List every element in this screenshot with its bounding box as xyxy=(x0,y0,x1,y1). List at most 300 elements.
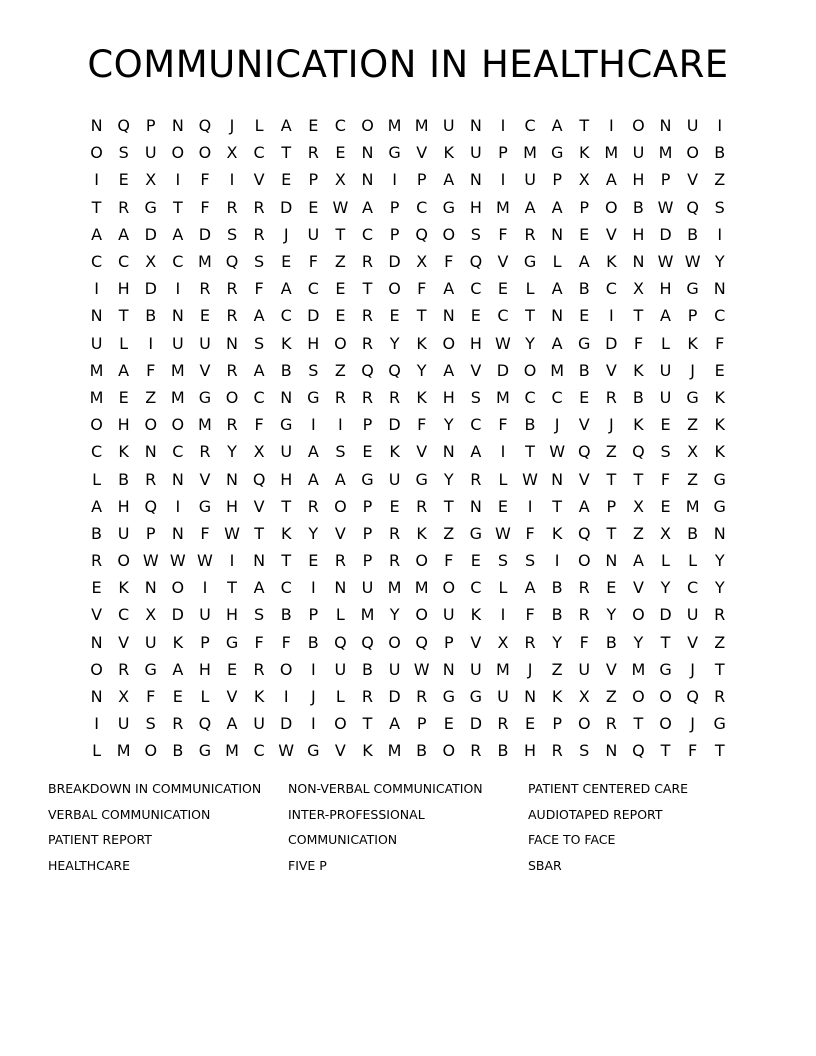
grid-letter[interactable]: N xyxy=(361,170,374,190)
grid-letter[interactable]: P xyxy=(687,306,698,326)
grid-letter[interactable]: X xyxy=(253,442,265,462)
grid-letter[interactable]: R xyxy=(578,605,590,625)
grid-letter[interactable]: Y xyxy=(525,333,535,353)
grid-letter[interactable]: N xyxy=(171,523,184,543)
grid-letter[interactable]: O xyxy=(659,687,672,707)
grid-letter[interactable]: O xyxy=(523,360,537,380)
grid-letter[interactable]: A xyxy=(389,714,401,734)
grid-letter[interactable]: X xyxy=(632,279,644,299)
grid-letter[interactable]: W xyxy=(657,197,674,217)
grid-letter[interactable]: V xyxy=(497,252,509,272)
grid-letter[interactable]: I xyxy=(500,442,506,462)
grid-letter[interactable]: C xyxy=(253,741,265,761)
grid-letter[interactable]: U xyxy=(659,360,672,380)
grid-letter[interactable]: B xyxy=(361,659,373,679)
grid-letter[interactable]: V xyxy=(578,469,590,489)
grid-letter[interactable]: O xyxy=(90,143,103,163)
grid-letter[interactable]: U xyxy=(144,632,157,652)
grid-letter[interactable]: K xyxy=(253,687,265,707)
grid-letter[interactable]: G xyxy=(523,252,537,272)
grid-letter[interactable]: K xyxy=(416,333,427,353)
grid-letter[interactable]: A xyxy=(362,197,373,217)
grid-letter[interactable]: E xyxy=(443,714,454,734)
grid-letter[interactable]: C xyxy=(524,387,536,407)
grid-letter[interactable]: I xyxy=(310,714,316,734)
grid-letter[interactable]: P xyxy=(552,714,562,734)
grid-letter[interactable]: T xyxy=(416,306,427,326)
grid-letter[interactable]: B xyxy=(145,306,157,326)
grid-letter[interactable]: U xyxy=(307,224,320,244)
grid-letter[interactable]: B xyxy=(118,469,130,489)
grid-letter[interactable]: G xyxy=(659,659,672,679)
grid-letter[interactable]: U xyxy=(117,523,130,543)
grid-letter[interactable]: X xyxy=(497,632,509,652)
grid-letter[interactable]: I xyxy=(310,415,316,435)
grid-letter[interactable]: A xyxy=(551,279,563,299)
grid-letter[interactable]: A xyxy=(118,360,130,380)
grid-letter[interactable]: Z xyxy=(605,687,617,707)
grid-letter[interactable]: P xyxy=(416,170,427,190)
grid-letter[interactable]: E xyxy=(281,252,292,272)
grid-letter[interactable]: F xyxy=(254,632,264,652)
grid-letter[interactable]: S xyxy=(524,551,536,571)
grid-letter[interactable]: E xyxy=(91,578,102,598)
grid-letter[interactable]: D xyxy=(388,415,401,435)
grid-letter[interactable]: Z xyxy=(145,387,157,407)
grid-letter[interactable]: C xyxy=(118,252,130,272)
grid-letter[interactable]: A xyxy=(443,170,455,190)
grid-letter[interactable]: Y xyxy=(227,442,237,462)
grid-letter[interactable]: F xyxy=(308,252,318,272)
grid-letter[interactable]: R xyxy=(199,442,211,462)
grid-letter[interactable]: C xyxy=(253,387,265,407)
grid-letter[interactable]: F xyxy=(633,333,644,353)
grid-letter[interactable]: Y xyxy=(714,551,725,571)
grid-letter[interactable]: P xyxy=(579,197,590,217)
grid-letter[interactable]: S xyxy=(335,442,346,462)
grid-letter[interactable]: E xyxy=(308,116,319,136)
grid-letter[interactable]: T xyxy=(362,279,373,299)
grid-letter[interactable]: E xyxy=(470,551,481,571)
grid-letter[interactable]: R xyxy=(226,197,238,217)
grid-letter[interactable]: R xyxy=(307,143,319,163)
grid-letter[interactable]: U xyxy=(442,116,455,136)
grid-letter[interactable]: P xyxy=(362,496,373,516)
grid-letter[interactable]: N xyxy=(226,333,238,353)
grid-letter[interactable]: W xyxy=(522,469,538,489)
grid-letter[interactable]: N xyxy=(605,741,618,761)
grid-letter[interactable]: K xyxy=(551,523,563,543)
grid-letter[interactable]: W xyxy=(197,551,213,571)
grid-letter[interactable]: Y xyxy=(552,632,563,652)
grid-letter[interactable]: N xyxy=(334,578,347,598)
grid-letter[interactable]: W xyxy=(684,252,701,272)
grid-letter[interactable]: Y xyxy=(606,605,617,625)
grid-letter[interactable]: M xyxy=(387,116,402,136)
grid-letter[interactable]: T xyxy=(525,306,535,326)
grid-letter[interactable]: D xyxy=(144,279,157,299)
grid-letter[interactable]: Y xyxy=(389,333,400,353)
grid-letter[interactable]: O xyxy=(334,333,347,353)
grid-letter[interactable]: M xyxy=(496,659,510,679)
grid-letter[interactable]: E xyxy=(199,306,210,326)
grid-letter[interactable]: R xyxy=(226,306,238,326)
grid-letter[interactable]: N xyxy=(469,170,482,190)
grid-letter[interactable]: V xyxy=(605,659,617,679)
grid-letter[interactable]: W xyxy=(495,523,511,543)
grid-letter[interactable]: R xyxy=(389,551,401,571)
grid-letter[interactable]: S xyxy=(579,741,590,761)
grid-letter[interactable]: M xyxy=(414,578,429,598)
grid-letter[interactable]: S xyxy=(470,224,481,244)
grid-letter[interactable]: R xyxy=(361,387,374,407)
grid-letter[interactable]: R xyxy=(361,687,374,707)
grid-letter[interactable]: J xyxy=(310,687,316,707)
grid-letter[interactable]: J xyxy=(554,415,560,435)
grid-letter[interactable]: E xyxy=(118,387,129,407)
grid-letter[interactable]: M xyxy=(198,252,212,272)
grid-letter[interactable]: R xyxy=(253,197,265,217)
grid-letter[interactable]: C xyxy=(334,116,346,136)
grid-letter[interactable]: D xyxy=(198,224,212,244)
grid-letter[interactable]: B xyxy=(551,605,563,625)
grid-letter[interactable]: N xyxy=(280,387,293,407)
grid-letter[interactable]: Q xyxy=(144,496,158,516)
grid-letter[interactable]: N xyxy=(361,143,374,163)
grid-letter[interactable]: E xyxy=(606,578,617,598)
grid-letter[interactable]: V xyxy=(416,143,428,163)
grid-letter[interactable]: R xyxy=(714,687,726,707)
grid-letter[interactable]: Q xyxy=(686,687,699,707)
grid-letter[interactable]: Y xyxy=(443,469,454,489)
grid-letter[interactable]: M xyxy=(414,116,429,136)
grid-letter[interactable]: N xyxy=(90,116,103,136)
grid-letter[interactable]: L xyxy=(688,551,698,571)
grid-letter[interactable]: L xyxy=(498,469,508,489)
grid-letter[interactable]: H xyxy=(117,279,130,299)
grid-letter[interactable]: T xyxy=(714,741,725,761)
grid-letter[interactable]: P xyxy=(145,116,156,136)
grid-letter[interactable]: O xyxy=(388,632,401,652)
grid-letter[interactable]: S xyxy=(254,333,265,353)
grid-letter[interactable]: O xyxy=(117,551,130,571)
grid-letter[interactable]: T xyxy=(606,469,617,489)
grid-letter[interactable]: I xyxy=(310,578,316,598)
grid-letter[interactable]: V xyxy=(199,469,211,489)
grid-letter[interactable]: D xyxy=(280,197,293,217)
grid-letter[interactable]: K xyxy=(633,415,644,435)
grid-letter[interactable]: A xyxy=(226,714,238,734)
grid-letter[interactable]: N xyxy=(253,551,266,571)
grid-letter[interactable]: I xyxy=(392,170,397,190)
grid-letter[interactable]: N xyxy=(632,252,645,272)
grid-letter[interactable]: N xyxy=(469,496,482,516)
grid-letter[interactable]: Q xyxy=(334,632,347,652)
grid-letter[interactable]: O xyxy=(442,224,456,244)
grid-letter[interactable]: N xyxy=(659,116,672,136)
grid-letter[interactable]: Y xyxy=(416,360,427,380)
grid-letter[interactable]: O xyxy=(198,143,212,163)
grid-letter[interactable]: L xyxy=(335,605,345,625)
grid-letter[interactable]: T xyxy=(227,578,237,598)
grid-letter[interactable]: U xyxy=(144,143,157,163)
grid-letter[interactable]: N xyxy=(144,442,157,462)
grid-letter[interactable]: J xyxy=(527,659,533,679)
grid-letter[interactable]: R xyxy=(90,551,103,571)
grid-letter[interactable]: K xyxy=(578,143,590,163)
grid-letter[interactable]: S xyxy=(254,252,265,272)
grid-letter[interactable]: P xyxy=(416,714,427,734)
grid-letter[interactable]: V xyxy=(687,632,699,652)
grid-letter[interactable]: L xyxy=(335,687,345,707)
grid-letter[interactable]: U xyxy=(199,333,211,353)
grid-letter[interactable]: F xyxy=(688,741,698,761)
grid-letter[interactable]: L xyxy=(498,578,508,598)
grid-letter[interactable]: T xyxy=(714,659,725,679)
grid-letter[interactable]: A xyxy=(605,170,617,190)
grid-letter[interactable]: P xyxy=(145,523,156,543)
grid-letter[interactable]: A xyxy=(632,551,644,571)
grid-letter[interactable]: F xyxy=(200,523,210,543)
grid-letter[interactable]: H xyxy=(524,741,537,761)
grid-letter[interactable]: P xyxy=(498,143,508,163)
grid-letter[interactable]: N xyxy=(551,224,564,244)
grid-letter[interactable]: X xyxy=(416,252,428,272)
grid-letter[interactable]: G xyxy=(280,415,293,435)
grid-letter[interactable]: B xyxy=(280,360,292,380)
grid-letter[interactable]: A xyxy=(524,197,536,217)
grid-letter[interactable]: L xyxy=(92,741,101,761)
grid-letter[interactable]: R xyxy=(226,415,238,435)
grid-letter[interactable]: R xyxy=(470,741,482,761)
grid-letter[interactable]: I xyxy=(94,279,99,299)
grid-letter[interactable]: K xyxy=(606,252,617,272)
grid-letter[interactable]: A xyxy=(172,224,184,244)
grid-letter[interactable]: E xyxy=(335,306,346,326)
grid-letter[interactable]: T xyxy=(362,714,373,734)
grid-letter[interactable]: R xyxy=(578,578,590,598)
grid-letter[interactable]: E xyxy=(362,442,373,462)
grid-letter[interactable]: P xyxy=(552,170,562,190)
grid-letter[interactable]: E xyxy=(335,279,346,299)
grid-letter[interactable]: E xyxy=(118,170,129,190)
grid-letter[interactable]: A xyxy=(91,496,103,516)
grid-letter[interactable]: K xyxy=(280,333,292,353)
grid-letter[interactable]: G xyxy=(550,143,564,163)
grid-letter[interactable]: M xyxy=(89,360,104,380)
grid-letter[interactable]: N xyxy=(469,116,482,136)
grid-letter[interactable]: C xyxy=(361,224,374,244)
grid-letter[interactable]: C xyxy=(605,279,617,299)
grid-letter[interactable]: F xyxy=(715,333,725,353)
grid-letter[interactable]: P xyxy=(443,632,454,652)
grid-letter[interactable]: N xyxy=(90,306,103,326)
grid-letter[interactable]: G xyxy=(225,632,239,652)
grid-letter[interactable]: Q xyxy=(577,442,591,462)
grid-letter[interactable]: G xyxy=(686,387,699,407)
grid-letter[interactable]: R xyxy=(118,197,130,217)
grid-letter[interactable]: K xyxy=(470,605,482,625)
grid-letter[interactable]: O xyxy=(144,741,158,761)
grid-letter[interactable]: Z xyxy=(714,170,726,190)
grid-letter[interactable]: B xyxy=(632,387,644,407)
grid-letter[interactable]: C xyxy=(90,252,103,272)
grid-letter[interactable]: O xyxy=(279,659,293,679)
grid-letter[interactable]: F xyxy=(417,415,427,435)
grid-letter[interactable]: R xyxy=(307,496,319,516)
grid-letter[interactable]: T xyxy=(281,551,292,571)
grid-letter[interactable]: O xyxy=(605,197,618,217)
grid-letter[interactable]: K xyxy=(362,741,373,761)
grid-letter[interactable]: Q xyxy=(577,523,591,543)
grid-letter[interactable]: U xyxy=(686,116,699,136)
grid-letter[interactable]: A xyxy=(91,224,103,244)
grid-letter[interactable]: G xyxy=(713,714,726,734)
grid-letter[interactable]: U xyxy=(686,605,699,625)
grid-letter[interactable]: O xyxy=(632,605,645,625)
grid-letter[interactable]: Q xyxy=(388,360,401,380)
grid-letter[interactable]: L xyxy=(552,252,562,272)
grid-letter[interactable]: Q xyxy=(361,360,374,380)
grid-letter[interactable]: L xyxy=(661,551,670,571)
grid-letter[interactable]: K xyxy=(416,523,427,543)
grid-letter[interactable]: O xyxy=(90,415,103,435)
grid-letter[interactable]: I xyxy=(175,496,181,516)
grid-letter[interactable]: R xyxy=(551,741,563,761)
grid-letter[interactable]: O xyxy=(659,714,672,734)
grid-letter[interactable]: M xyxy=(225,741,239,761)
grid-letter[interactable]: U xyxy=(280,442,293,462)
grid-letter[interactable]: Z xyxy=(605,442,617,462)
grid-letter[interactable]: Y xyxy=(308,523,319,543)
grid-letter[interactable]: O xyxy=(171,578,185,598)
grid-letter[interactable]: C xyxy=(470,415,482,435)
grid-letter[interactable]: E xyxy=(660,415,671,435)
grid-letter[interactable]: M xyxy=(387,741,402,761)
grid-letter[interactable]: N xyxy=(171,306,184,326)
grid-letter[interactable]: R xyxy=(416,496,428,516)
grid-letter[interactable]: K xyxy=(714,387,725,407)
grid-letter[interactable]: F xyxy=(498,415,508,435)
grid-letter[interactable]: V xyxy=(253,170,265,190)
grid-letter[interactable]: C xyxy=(118,605,130,625)
grid-letter[interactable]: F xyxy=(254,415,264,435)
grid-letter[interactable]: E xyxy=(470,306,481,326)
grid-letter[interactable]: A xyxy=(307,469,319,489)
grid-letter[interactable]: A xyxy=(443,279,455,299)
grid-letter[interactable]: C xyxy=(90,442,103,462)
grid-letter[interactable]: G xyxy=(469,523,483,543)
grid-letter[interactable]: C xyxy=(172,252,184,272)
grid-letter[interactable]: R xyxy=(334,551,346,571)
grid-letter[interactable]: E xyxy=(308,197,319,217)
grid-letter[interactable]: F xyxy=(200,197,210,217)
grid-letter[interactable]: I xyxy=(608,306,614,326)
grid-letter[interactable]: N xyxy=(90,687,103,707)
grid-letter[interactable]: V xyxy=(199,360,211,380)
grid-letter[interactable]: E xyxy=(281,170,292,190)
grid-letter[interactable]: G xyxy=(713,496,726,516)
grid-letter[interactable]: I xyxy=(554,551,560,571)
grid-letter[interactable]: E xyxy=(226,659,238,679)
grid-letter[interactable]: H xyxy=(307,333,320,353)
grid-letter[interactable]: F xyxy=(200,170,210,190)
grid-letter[interactable]: B xyxy=(497,741,509,761)
grid-letter[interactable]: L xyxy=(119,333,129,353)
grid-letter[interactable]: D xyxy=(605,333,618,353)
grid-letter[interactable]: I xyxy=(202,578,208,598)
grid-letter[interactable]: J xyxy=(608,415,614,435)
grid-letter[interactable]: N xyxy=(713,279,726,299)
grid-letter[interactable]: P xyxy=(389,197,400,217)
grid-letter[interactable]: N xyxy=(90,632,103,652)
grid-letter[interactable]: C xyxy=(280,578,292,598)
grid-letter[interactable]: T xyxy=(660,632,671,652)
grid-letter[interactable]: J xyxy=(690,659,695,679)
grid-letter[interactable]: R xyxy=(416,687,428,707)
grid-letter[interactable]: Y xyxy=(660,578,671,598)
grid-letter[interactable]: O xyxy=(442,741,456,761)
grid-letter[interactable]: E xyxy=(389,496,400,516)
grid-letter[interactable]: U xyxy=(388,659,401,679)
grid-letter[interactable]: G xyxy=(307,741,320,761)
grid-letter[interactable]: R xyxy=(524,224,536,244)
grid-letter[interactable]: Y xyxy=(443,415,454,435)
grid-letter[interactable]: U xyxy=(253,714,265,734)
grid-letter[interactable]: I xyxy=(717,224,723,244)
grid-letter[interactable]: D xyxy=(280,714,293,734)
grid-letter[interactable]: Q xyxy=(117,116,130,136)
grid-letter[interactable]: R xyxy=(470,469,482,489)
grid-letter[interactable]: G xyxy=(198,496,212,516)
grid-letter[interactable]: N xyxy=(551,469,564,489)
grid-letter[interactable]: I xyxy=(338,415,343,435)
grid-letter[interactable]: R xyxy=(334,387,346,407)
grid-letter[interactable]: X xyxy=(145,170,157,190)
grid-letter[interactable]: C xyxy=(470,578,482,598)
grid-letter[interactable]: R xyxy=(714,605,726,625)
grid-letter[interactable]: T xyxy=(254,523,264,543)
grid-letter[interactable]: F xyxy=(444,252,454,272)
grid-letter[interactable]: I xyxy=(94,170,99,190)
grid-letter[interactable]: I xyxy=(500,170,506,190)
grid-letter[interactable]: V xyxy=(605,360,617,380)
grid-letter[interactable]: E xyxy=(335,143,346,163)
grid-letter[interactable]: V xyxy=(226,687,238,707)
grid-letter[interactable]: M xyxy=(116,741,131,761)
grid-letter[interactable]: X xyxy=(226,143,238,163)
grid-letter[interactable]: U xyxy=(171,333,184,353)
grid-letter[interactable]: V xyxy=(578,415,590,435)
grid-letter[interactable]: W xyxy=(332,197,349,217)
grid-letter[interactable]: G xyxy=(307,387,320,407)
grid-letter[interactable]: H xyxy=(469,333,482,353)
grid-letter[interactable]: R xyxy=(199,279,211,299)
grid-letter[interactable]: W xyxy=(224,523,240,543)
grid-letter[interactable]: G xyxy=(713,469,726,489)
grid-letter[interactable]: U xyxy=(117,714,130,734)
grid-letter[interactable]: D xyxy=(469,714,483,734)
grid-letter[interactable]: L xyxy=(661,333,670,353)
grid-letter[interactable]: Z xyxy=(334,252,346,272)
grid-letter[interactable]: E xyxy=(497,496,508,516)
grid-letter[interactable]: K xyxy=(443,143,455,163)
grid-letter[interactable]: O xyxy=(686,143,699,163)
grid-letter[interactable]: G xyxy=(442,197,455,217)
grid-letter[interactable]: A xyxy=(172,659,184,679)
grid-letter[interactable]: R xyxy=(389,523,401,543)
grid-letter[interactable]: P xyxy=(200,632,210,652)
